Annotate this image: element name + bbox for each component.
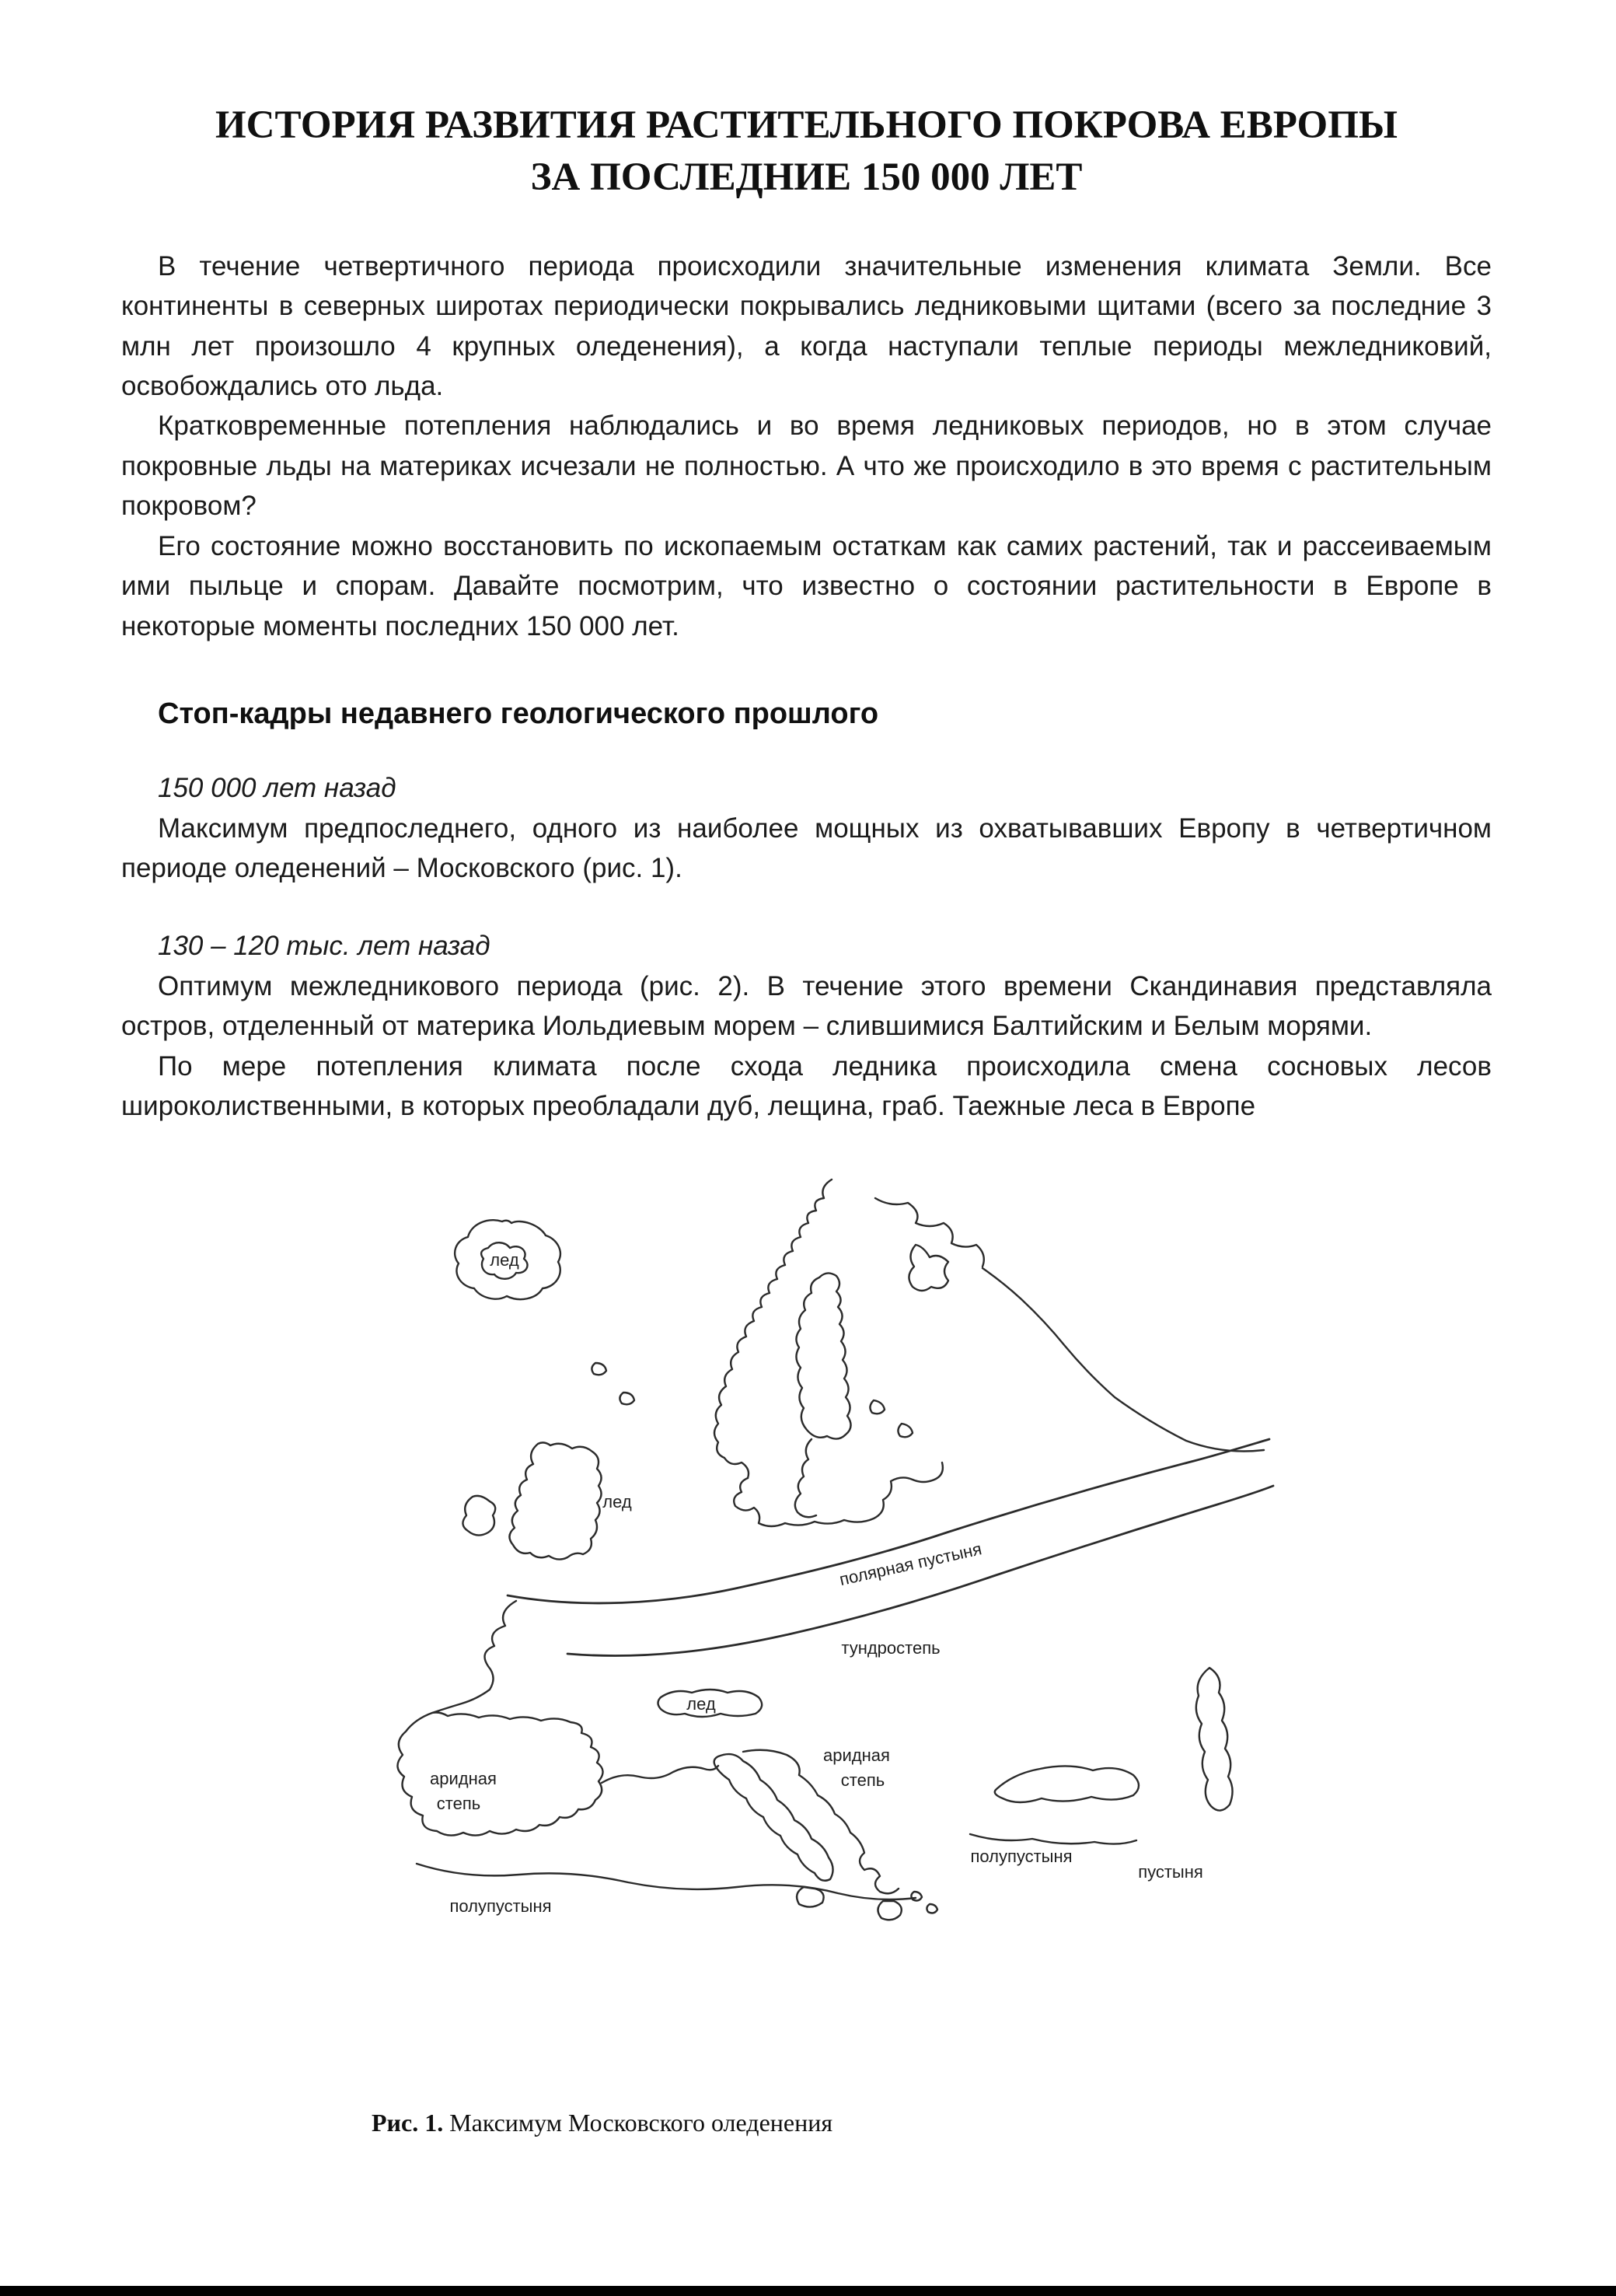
coastline-iberia	[397, 1712, 602, 1835]
figure-caption-text: Максимум Московского оледенения	[449, 2108, 833, 2137]
page-title-line-1: ИСТОРИЯ РАЗВИТИЯ РАСТИТЕЛЬНОГО ПОКРОВА ЕВРОПЫ	[215, 103, 1398, 147]
coastline-scandinavia	[714, 1179, 832, 1478]
coastline-france-atlantic	[432, 1601, 516, 1713]
coastline-gulf-of-bothnia	[796, 1273, 850, 1438]
paragraph-150000-years: Максимум предпоследнего, одного из наиболее мощных из охватывавших Европу в четвертичном периоде оледенений – Московского (рис. 1).	[121, 813, 1492, 884]
coastline-italy	[714, 1754, 833, 1881]
coastline-caspian	[1196, 1668, 1233, 1811]
intro-paragraph-3: Его состояние можно восстановить по ископаемым остаткам как самих растений, так и рассеиваемым ими пыльце и спорам. Давайте посмотрим, что известно о состоянии растительности в Европе в некоторые моменты последних 150 000 лет.	[121, 530, 1492, 641]
map-label-semidesert-west: полупустыня	[449, 1896, 552, 1916]
map-label-ice-iceland: лед	[490, 1249, 519, 1270]
page-title-line-2: ЗА ПОСЛЕДНИЕ 150 000 ЛЕТ	[530, 156, 1083, 200]
coastline-britain	[509, 1442, 601, 1559]
page-title	[121, 100, 1492, 204]
coastline-south-baltic	[734, 1463, 943, 1526]
coastline-baltic-proper	[795, 1439, 816, 1517]
figure-1	[372, 1172, 1492, 2137]
coastline-north-africa	[417, 1864, 916, 1899]
paragraph-130-120-years-b: По мере потепления климата после схода ледника происходила смена сосновых лесов широколиственными, в которых преобладали дуб, лещина, граб. Таежные леса в Европе	[121, 1050, 1492, 1122]
figure-caption	[372, 2109, 1492, 2137]
map-label-polar-desert: полярная пустыня	[837, 1538, 984, 1589]
paragraph-130-120-years-a: Оптимум межледникового периода (рис. 2). В течение этого времени Скандинавия представляла остров, отделенный от материка Иольдиевым морем – слившимися Балтийским и Белым морями.	[121, 970, 1492, 1042]
island-north-2	[620, 1393, 634, 1404]
coastline-peloponnese	[878, 1901, 901, 1920]
coastline-ireland	[462, 1495, 495, 1535]
map-label-arid-steppe-central-1: аридная	[823, 1745, 890, 1765]
island-baltic-1	[870, 1400, 885, 1414]
intro-paragraph-1: В течение четвертичного периода происходили значительные изменения климата Земли. Все континенты в северных широтах периодически покрывались ледниковыми щитами (всего за последние 3 млн лет произошло 4 крупных оледенения), а когда наступали теплые периоды межледниковий, освобождались ото льда.	[121, 250, 1492, 401]
coastline-white-sea	[909, 1245, 948, 1291]
coastline-anatolia	[970, 1834, 1136, 1844]
island-baltic-2	[898, 1424, 913, 1437]
map-label-arid-steppe-west-2: степь	[436, 1793, 481, 1813]
section-heading: Стоп-кадры недавнего геологического прошлого	[158, 697, 879, 730]
map-label-semidesert-east: полупустыня	[970, 1846, 1073, 1866]
subheading-130-120-years: 130 – 120 тыс. лет назад	[158, 930, 490, 961]
island-aegean-1	[911, 1892, 922, 1900]
island-north-1	[592, 1363, 606, 1375]
map-label-ice-sheet: лед	[602, 1491, 632, 1511]
coastline-mediterranean-france	[602, 1766, 718, 1783]
island-aegean-2	[927, 1904, 937, 1913]
europe-glaciation-map	[372, 1172, 1281, 1941]
intro-paragraph-2: Кратковременные потепления наблюдались и во время ледниковых периодов, но в этом случае покровные льды на материках исчезали не полностью. А что же происходило в это время с растительным покровом?	[121, 411, 1492, 522]
map-label-tundra-steppe: тундростепь	[841, 1637, 941, 1658]
figure-caption-label: Рис. 1.	[372, 2108, 444, 2137]
coastline-arctic-east	[983, 1268, 1264, 1452]
map-label-ice-alps: лед	[686, 1693, 716, 1714]
map-label-arid-steppe-central-2: степь	[840, 1770, 885, 1790]
subheading-150000-years: 150 000 лет назад	[158, 773, 396, 803]
map-label-arid-steppe-west-1: аридная	[430, 1768, 497, 1788]
map-label-desert: пустыня	[1138, 1861, 1203, 1882]
scan-edge-artifact	[0, 2286, 1616, 2296]
coastline-black-sea	[995, 1766, 1139, 1802]
